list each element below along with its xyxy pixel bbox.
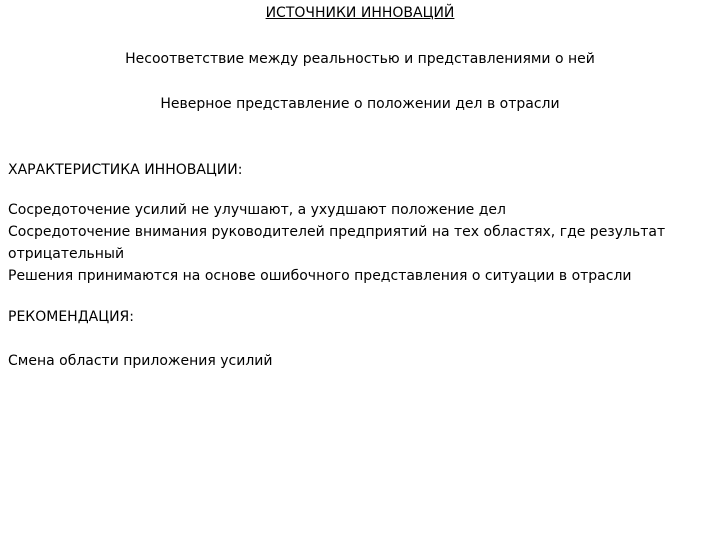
characteristic-item: Решения принимаются на основе ошибочного представления о ситуации в отрасли (8, 268, 632, 284)
characteristic-item: Сосредоточение внимания руководителей предприятий на тех областях, где результат отрицательный (8, 224, 666, 262)
recommendation-heading: РЕКОМЕНДАЦИЯ: (8, 309, 134, 325)
subtitle-wrong-view: Неверное представление о положении дел в отрасли (160, 96, 560, 112)
characteristics-list (8, 199, 712, 287)
subtitle-mismatch: Несоответствие между реальностью и представлениями о ней (125, 51, 595, 67)
characteristic-item: Сосредоточение усилий не улучшают, а ухудшают положение дел (8, 202, 506, 218)
characteristics-heading: ХАРАКТЕРИСТИКА ИННОВАЦИИ: (8, 162, 243, 178)
recommendation-text: Смена области приложения усилий (8, 353, 273, 369)
page-title: ИСТОЧНИКИ ИННОВАЦИЙ (265, 5, 455, 21)
